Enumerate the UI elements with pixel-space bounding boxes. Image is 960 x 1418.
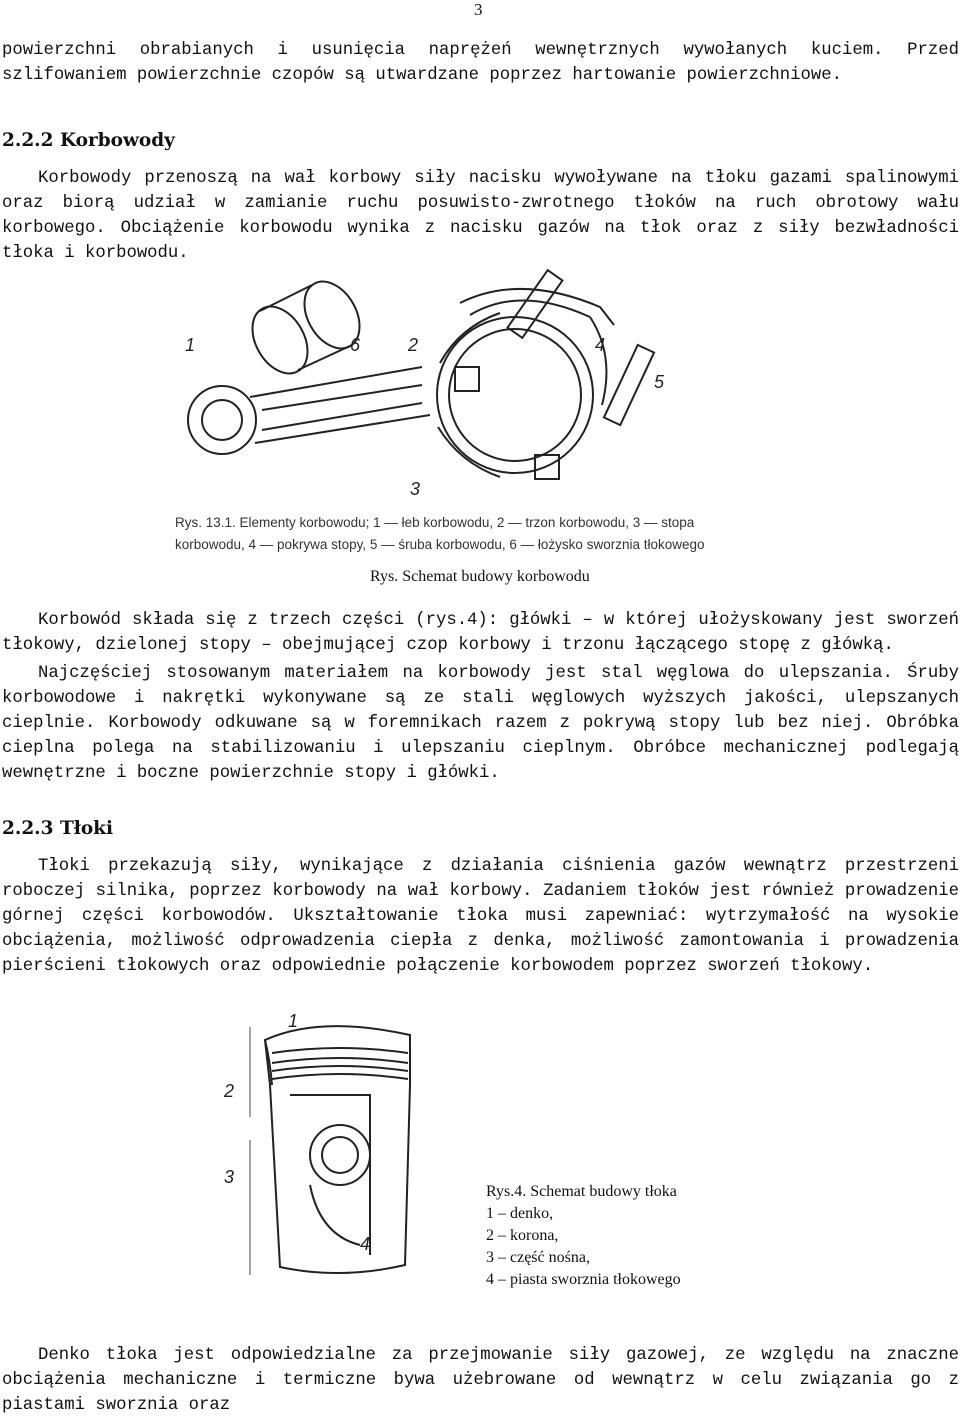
figure2-legend [486,1181,681,1291]
figure2-legend-item: 1 – denko, [486,1205,554,1222]
paragraph-korbowod-parts: Korbowód składa się z trzech części (rys.4): główki – w której ułożyskowany jest sworzeń tłokowy, dzielonej stopy – obejmującej czop korbowy i trzonu łączącego stopę z główką. [2,611,959,655]
figure1-inner-caption-line2: korbowodu, 4 — pokrywa stopy, 5 — śruba korbowodu, 6 — łożysko sworznia tłokowego [175,537,705,552]
paragraph-korbowody: Korbowody przenoszą na wał korbowy siły nacisku wywoływane na tłoku gazami spalinowymi oraz biorą udział w zamianie ruchu posuwisto-zwrotnego tłoków na ruch obrotowy wału korbowego. Obciążenie korbowodu wynika z nacisku gazów na tłok oraz z siły bezwładności tłoka i korbowodu. [2,169,959,263]
figure1-inner-caption-line1: Rys. 13.1. Elementy korbowodu; 1 — łeb korbowodu, 2 — trzon korbowodu, 3 — stopa [175,515,695,530]
figure1-label-2: 2 [408,335,419,355]
piston-figure [210,1005,460,1295]
figure2-label-4: 4 [360,1234,371,1254]
heading-tloki: 2.2.3 Tłoki [2,818,114,839]
figure2-caption-title: Rys.4. Schemat budowy tłoka [486,1183,677,1200]
figure1-label-3: 3 [410,479,421,499]
figure2-label-1: 1 [288,1011,299,1031]
figure1-label-6: 6 [350,335,361,355]
paragraph-denko: Denko tłoka jest odpowiedzialne za przejmowanie siły gazowej, ze względu na znaczne obciążenia mechaniczne i termiczne bywa użebrowane od wewnątrz w celu związania go z piastami sworznia oraz [2,1346,959,1415]
figure1-label-5: 5 [654,372,665,392]
figure2-legend-item: 3 – część nośna, [486,1249,590,1266]
figure2-legend-item: 4 – piasta sworznia tłokowego [486,1271,681,1288]
figure2-label-2: 2 [224,1081,235,1101]
figure1-caption: Rys. Schemat budowy korbowodu [370,568,590,585]
figure2-label-3: 3 [224,1167,235,1187]
figure1-label-1: 1 [185,335,196,355]
paragraph-tloki: Tłoki przekazują siły, wynikające z działania ciśnienia gazów wewnątrz przestrzeni roboczej silnika, poprzez korbowody na wał korbowy. Zadaniem tłoków jest również prowadzenie górnej części korbowodów. Ukształtowanie tłoka musi zapewniać: wytrzymałość na wysokie obciążenia, możliwość odprowadzenia ciepła z denka, możliwość zamontowania i prowadzenia pierścieni tłokowych oraz odpowiednie połączenie korbowodem poprzez sworzeń tłokowy. [2,857,959,976]
paragraph-intro: powierzchni obrabianych i usunięcia naprężeń wewnętrznych wywołanych kuciem. Przed szlifowaniem powierzchnie czopów są utwardzane poprzez hartowanie powierzchniowe. [2,41,959,85]
heading-korbowody: 2.2.2 Korbowody [2,130,175,151]
figure1-label-4: 4 [595,335,606,355]
figure2-legend-item: 2 – korona, [486,1227,559,1244]
connecting-rod-figure [170,255,830,560]
page-number: 3 [474,0,483,19]
paragraph-material: Najczęściej stosowanym materiałem na korbowody jest stal węglowa do ulepszania. Śruby korbowodowe i nakrętki wykonywane są ze stali węglowych wyższych jakości, ulepszanych cieplnie. Korbowody odkuwane są w foremnikach razem z pokrywą stopy lub bez niej. Obróbka cieplna polega na stabilizowaniu i ulepszaniu cieplnym. Obróbce mechanicznej podlegają wewnętrzne i boczne powierzchnie stopy i główki. [2,664,959,783]
